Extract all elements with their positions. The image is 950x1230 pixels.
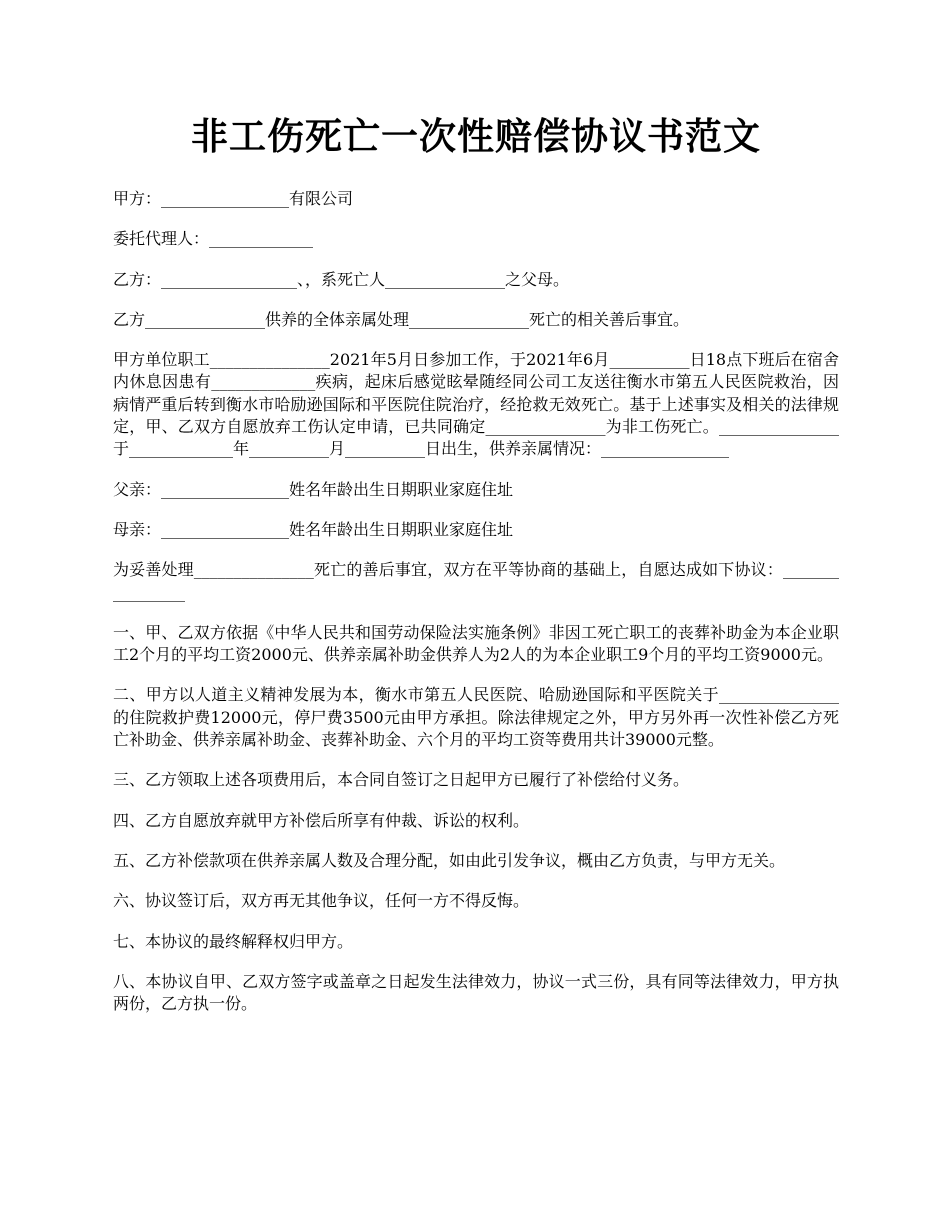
agent-line: 委托代理人：_____________ xyxy=(113,229,314,249)
facts-paragraph: 甲方单位职工_______________2021年5月日参加工作，于2021年6月__________日18点下班后在宿舍内休息因患有_____________疾病，起床后感觉眩晕随经同公司工友送往衡水市第五人民医院救治，因病情严重后转到衡水市哈励逊国际和平医院住院治疗，经抢救无效死亡。基于上述事实及相关的法律规定，甲、乙双方自愿放弃工伤认定申请，已共同确定_______________为非工伤死亡。_______________于_____________年__________月__________日出生，供养亲属情况：________________ xyxy=(113,350,839,459)
clause-7: 七、本协议的最终解释权归甲方。 xyxy=(113,931,354,951)
clause-4: 四、乙方自愿放弃就甲方补偿后所享有仲裁、诉讼的权利。 xyxy=(113,810,530,830)
mother-line: 母亲：________________姓名年龄出生日期职业家庭住址 xyxy=(113,519,514,539)
dependents-line: 乙方_______________供养的全体亲属处理_______________死亡的相关善后事宜。 xyxy=(113,309,690,329)
clause-2: 二、甲方以人道主义精神发展为本，衡水市第五人民医院、哈励逊国际和平医院关于_______________的住院救护费12000元，停尸费3500元由甲方承担。除法律规定之外，甲方另外再一次性补偿乙方死亡补助金、供养亲属补助金、丧葬补助金、六个月的平均工资等费用共计39000元整。 xyxy=(113,685,839,750)
clause-5: 五、乙方补偿款项在供养亲属人数及合理分配，如由此引发争议，概由乙方负责，与甲方无关。 xyxy=(113,850,786,870)
document-title: 非工伤死亡一次性赔偿协议书范文 xyxy=(191,114,761,158)
clause-8: 八、本协议自甲、乙双方签字或盖章之日起发生法律效力，协议一式三份，具有同等法律效力，甲方执两份，乙方执一份。 xyxy=(113,971,839,1014)
clause-6: 六、协议签订后，双方再无其他争议，任何一方不得反悔。 xyxy=(113,891,530,911)
party-b-line: 乙方：_________________、，系死亡人_______________之父母。 xyxy=(113,269,570,289)
clause-3: 三、乙方领取上述各项费用后，本合同自签订之日起甲方已履行了补偿给付义务。 xyxy=(113,770,690,790)
party-a-line: 甲方：________________有限公司 xyxy=(113,189,354,208)
agreement-intro: 为妥善处理_______________死亡的善后事宜，双方在平等协商的基础上，自愿达成如下协议：________________ xyxy=(113,560,839,602)
document-page xyxy=(113,110,839,1033)
clause-1: 一、甲、乙双方依据《中华人民共和国劳动保险法实施条例》非因工死亡职工的丧葬补助金为本企业职工2个月的平均工资2000元、供养亲属补助金供养人为2人的为本企业职工9个月的平均工资9000元。 xyxy=(113,622,839,665)
father-line: 父亲：________________姓名年龄出生日期职业家庭住址 xyxy=(113,479,514,499)
